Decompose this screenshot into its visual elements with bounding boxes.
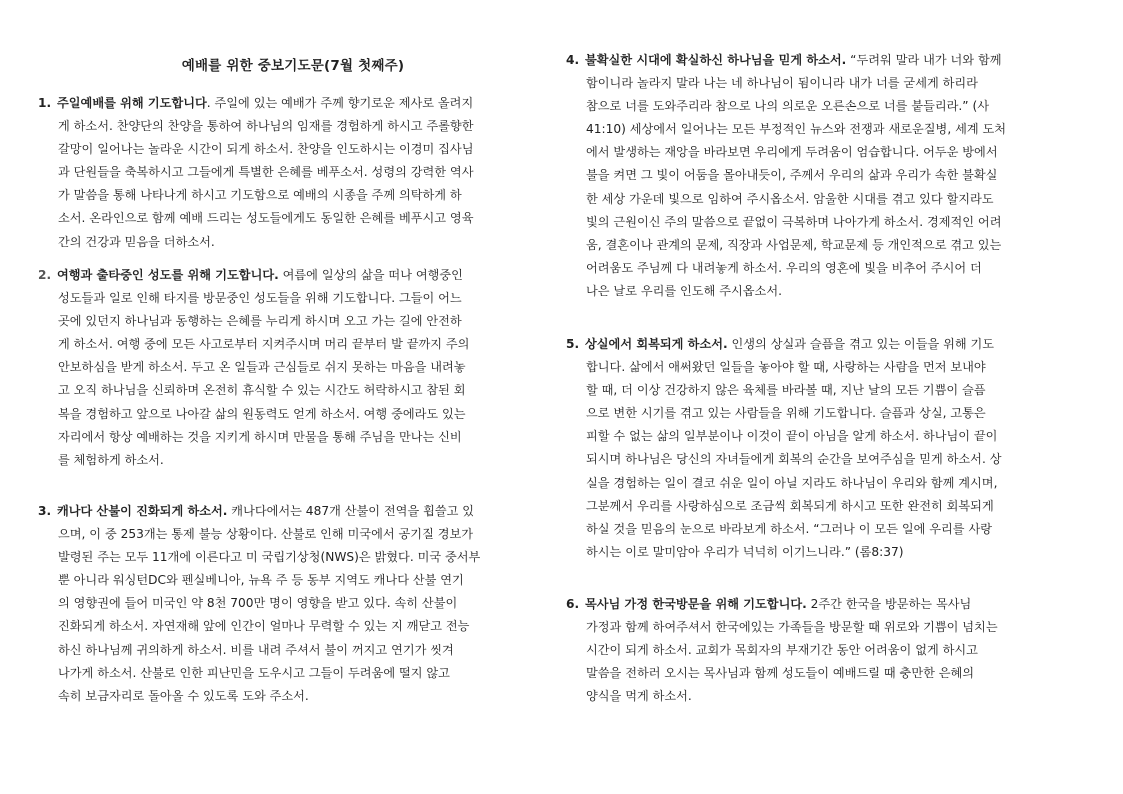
item-heading: 캐나다 산불이 진화되게 하소서. [57,504,228,518]
item-line: 뿐 아니라 워싱턴DC와 펜실베니아, 뉴욕 주 등 동부 지역도 캐나다 산불 연기 [58,573,464,588]
item-heading: 상실에서 회복되게 하소서. [585,337,728,351]
item-line: 갈망이 일어나는 놀라운 시간이 되게 하소서. 찬양을 인도하시는 이경미 집사님 [58,142,474,157]
item-line: 과 단원들을 축복하시고 그들에게 특별한 은혜를 베푸소서. 성령의 강력한 역사 [58,165,474,180]
item-line: 할 때, 더 이상 건강하지 않은 육체를 바라볼 때, 지난 날의 모든 기쁨이 슬픔 [586,383,986,398]
item-line: 그분께서 우리를 사랑하심으로 조금씩 회복되게 하시고 또한 완전히 회복되게 [586,498,994,513]
item-text: “두려워 말라 내가 너와 함께 [846,53,1002,67]
item-number: 3. [38,504,52,518]
item-heading: 주일예배를 위해 기도합니다 [57,96,207,110]
item-line: 참으로 너를 도와주리라 참으로 나의 의로운 오른손으로 너를 붙들리라.” (사 [586,99,990,114]
item-line: 어려움도 주님께 다 내려놓게 하소서. 우리의 영혼에 빛을 비추어 주시어 더 [586,260,982,275]
item-text: 2주간 한국을 방문하는 목사님 [806,597,972,611]
item-line: 성도들과 일로 인해 타지를 방문중인 성도들을 위해 기도합니다. 그들이 어느 [58,291,462,306]
item-line: 나은 날로 우리를 인도해 주시옵소서. [586,283,782,298]
prayer-item-4 [566,49,1076,303]
item-line: 피할 수 없는 삶의 일부분이나 이것이 끝이 아님을 알게 하소서. 하나님이 끝이 [586,429,998,444]
prayer-item-3 [38,500,548,708]
prayer-item-5 [566,333,1076,564]
item-line: 곳에 있던지 하나님과 동행하는 은혜를 누리게 하시며 오고 가는 길에 안전하 [58,314,462,329]
item-line: 실을 경험하는 일이 결코 쉬운 일이 아닐 지라도 하나님이 우리와 함께 계시며, [586,475,998,490]
item-text: 여름에 일상의 삶을 떠나 여행중인 [278,268,463,282]
item-heading: 불확실한 시대에 확실하신 하나님을 믿게 하소서. [585,53,847,67]
item-line: 에서 발생하는 재앙을 바라보면 우리에게 두려움이 엄습합니다. 어두운 방에서 [586,145,998,160]
item-line: 하시는 이로 말미암아 우리가 넉넉히 이기느니라.” (롬8:37) [586,544,904,559]
item-line: 의 영향권에 들어 미국인 약 8천 700만 명이 영향을 받고 있다. 속히 산불이 [58,596,458,611]
item-line: 한 세상 가운데 빛으로 임하여 주시옵소서. 암울한 시대를 겪고 있다 할지라도 [586,191,994,206]
item-line: 하신 하나님께 귀의하게 하소서. 비를 내려 주셔서 불이 꺼지고 연기가 씻겨 [58,642,454,657]
item-text: 인생의 상실과 슬픔을 겪고 있는 이들을 위해 기도 [727,337,995,351]
item-line: 빛의 근원이신 주의 말씀으로 끝없이 극복하며 나아가게 하소서. 경제적인 어려 [586,214,1002,229]
item-line: 고 오직 하나님을 신뢰하며 온전히 휴식할 수 있는 시간도 허락하시고 참된 회 [58,383,466,398]
item-line: 양식을 먹게 하소서. [586,689,692,704]
item-line: 발령된 주는 모두 11개에 이른다고 미 국립기상청(NWS)은 밝혔다. 미국 중서부 [58,550,481,565]
item-line: 자리에서 항상 예배하는 것을 지키게 하시며 만물을 통해 주님을 만나는 신비 [58,429,462,444]
item-line: 게 하소서. 찬양단의 찬양을 통하여 하나님의 임재를 경험하게 하시고 주롤향한 [58,119,474,134]
item-number: 5. [566,337,580,351]
page-title: 예배를 위한 중보기도문(7월 첫째주) [181,58,405,74]
item-line: 가 말씀을 통해 나타나게 하시고 기도함으로 예배의 시종을 주께 의탁하게 하 [58,188,462,203]
item-text: . 주일에 있는 예배가 주께 향기로운 제사로 올려지 [206,96,474,110]
item-line: 함이니라 놀라지 말라 나는 네 하나님이 됨이니라 내가 너를 굳세게 하리라 [586,76,978,91]
item-line: 소서. 온라인으로 함께 예배 드리는 성도들에게도 동일한 은혜를 베푸시고 영육 [58,211,474,226]
item-line: 복을 경험하고 앞으로 나아갈 삶의 원동력도 얻게 하소서. 여행 중에라도 있는 [58,406,466,421]
item-line: 합니다. 삶에서 애써왔던 일들을 놓아야 할 때, 사랑하는 사람을 먼저 보내야 [586,360,986,375]
item-line: 진화되게 하소서. 자연재해 앞에 인간이 얼마나 무력할 수 있는 지 깨닫고 전능 [58,619,470,634]
item-line: 하실 것을 믿음의 눈으로 바라보게 하소서. “그러나 이 모든 일에 우리를 사랑 [586,521,992,536]
item-line: 불을 켜면 그 빛이 어둠을 몰아내듯이, 주께서 우리의 삶과 우리가 속한 불확실 [586,168,998,183]
item-number: 6. [566,597,580,611]
item-line: 속히 보금자리로 돌아올 수 있도록 도와 주소서. [58,688,309,703]
item-line: 되시며 하나님은 당신의 자녀들에게 회복의 순간을 보여주심을 믿게 하소서. 상 [586,452,1002,467]
item-line: 가정과 함께 하여주셔서 한국에있는 가족들을 방문할 때 위로와 기쁨이 넘치는 [586,620,998,635]
item-heading: 여행과 출타중인 성도를 위해 기도합니다. [57,268,279,282]
item-number: 1. [38,96,52,110]
item-line: 말씀을 전하러 오시는 목사님과 함께 성도들이 예배드릴 때 충만한 은혜의 [586,666,975,681]
prayer-item-2 [38,264,548,472]
item-line: 움, 결혼이나 관계의 문제, 직장과 사업문제, 학교문제 등 개인적으로 겪고 있는 [586,237,1002,252]
item-line: 간의 건강과 믿음을 더하소서. [58,234,215,249]
item-line: 를 체험하게 하소서. [58,452,164,467]
item-line: 안보하심을 받게 하소서. 두고 온 일들과 근심들로 쉬지 못하는 마음을 내려놓 [58,360,466,375]
item-line: 시간이 되게 하소서. 교회가 목회자의 부재기간 동안 어려움이 없게 하시고 [586,643,978,658]
item-text: 캐나다에서는 487개 산불이 전역을 휩쓸고 있 [227,504,475,518]
item-line: 게 하소서. 여행 중에 모든 사고로부터 지켜주시며 머리 끝부터 발 끝까지 주의 [58,337,470,352]
item-number: 2. [38,268,52,282]
prayer-item-1 [38,92,548,254]
item-line: 으로 변한 시기를 겪고 있는 사람들을 위해 기도합니다. 슬픔과 상실, 고통은 [586,406,986,421]
prayer-item-6 [566,593,1076,708]
item-line: 으며, 이 중 253개는 통제 불능 상황이다. 산불로 인해 미국에서 공기질 경보가 [58,527,474,542]
item-line: 41:10) 세상에서 일어나는 모든 부정적인 뉴스와 전쟁과 새로운질병, 세계 도처 [586,122,1007,137]
item-heading: 목사님 가정 한국방문을 위해 기도합니다. [585,597,807,611]
item-line: 나가게 하소서. 산불로 인한 피난민을 도우시고 그들이 두려움에 떨지 않고 [58,665,450,680]
item-number: 4. [566,53,580,67]
